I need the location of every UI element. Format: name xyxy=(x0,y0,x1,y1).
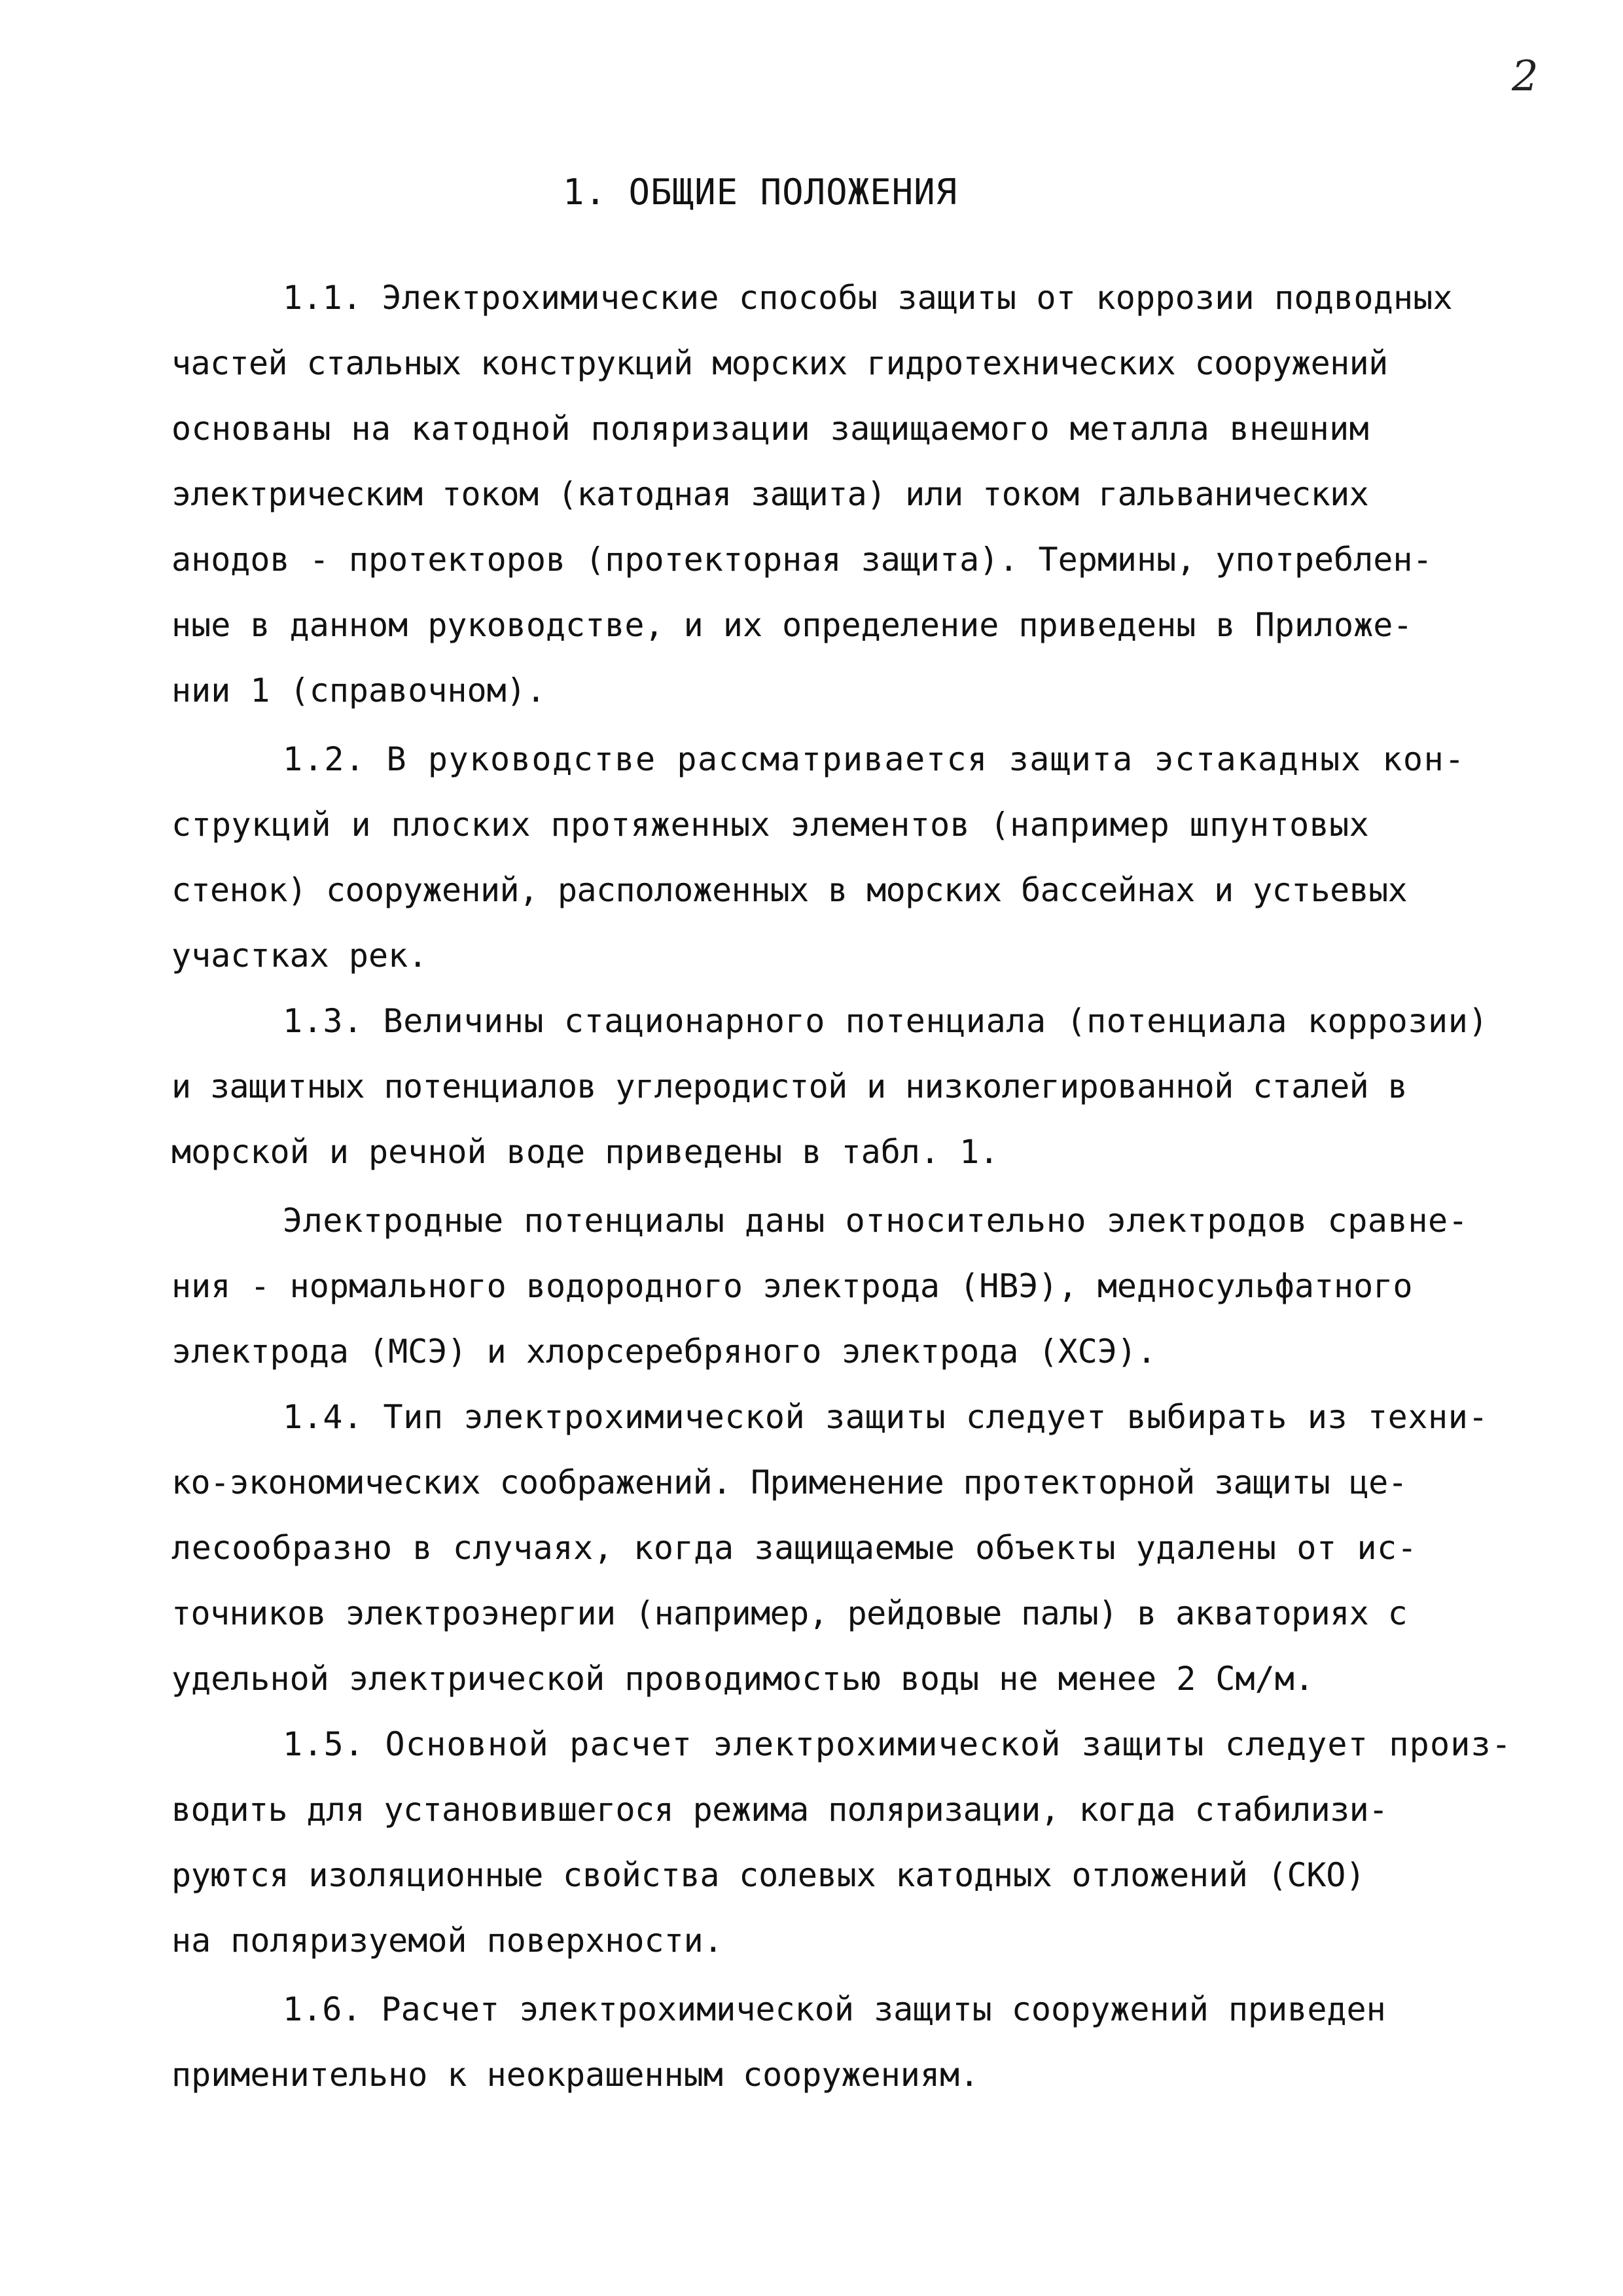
paragraph-line: электрода (МСЭ) и хлорсеребряного электрода (ХСЭ). xyxy=(171,1333,1157,1371)
paragraph-line: стенок) сооружений, расположенных в морских бассейнах и устьевых xyxy=(171,871,1408,909)
paragraph-line: нии 1 (справочном). xyxy=(171,672,546,709)
paragraph-line: анодов - протекторов (протекторная защита). Термины, употреблен- xyxy=(171,541,1433,579)
paragraph-line: 1.2. В руководстве рассматривается защита эстакадных кон- xyxy=(283,740,1466,778)
paragraph-line: водить для установившегося режима поляризации, когда стабилизи- xyxy=(171,1791,1388,1829)
paragraph-line: удельной электрической проводимостью воды не менее 2 См/м. xyxy=(171,1660,1314,1698)
paragraph-line: и защитных потенциалов углеродистой и низколегированной сталей в xyxy=(171,1067,1408,1105)
paragraph-line: точников электроэнергии (например, рейдовые палы) в акваториях с xyxy=(171,1594,1408,1632)
paragraph-line: 1.5. Основной расчет электрохимической защиты следует произ- xyxy=(283,1725,1512,1763)
section-heading: 1. ОБЩИЕ ПОЛОЖЕНИЯ xyxy=(563,171,958,213)
paragraph-line: ния - нормального водородного электрода (НВЭ), медносульфатного xyxy=(171,1267,1413,1305)
paragraph-line: морской и речной воде приведены в табл. 1. xyxy=(171,1133,999,1171)
paragraph-line: ные в данном руководстве, и их определение приведены в Приложе- xyxy=(171,606,1413,644)
paragraph-line: электрическим током (катодная защита) или током гальванических xyxy=(171,475,1369,513)
paragraph-line: лесообразно в случаях, когда защищаемые объекты удалены от ис- xyxy=(171,1529,1418,1567)
paragraph-line: частей стальных конструкций морских гидротехнических сооружений xyxy=(171,344,1388,382)
paragraph-line: основаны на катодной поляризации защищаемого металла внешним xyxy=(171,410,1370,448)
paragraph-line: 1.6. Расчет электрохимической защиты сооружений приведен xyxy=(283,1990,1386,2028)
paragraph-line: участках рек. xyxy=(171,937,428,975)
paragraph-line: струкций и плоских протяженных элементов (например шпунтовых xyxy=(171,806,1370,844)
paragraph-line: 1.1. Электрохимические способы защиты от коррозии подводных xyxy=(283,279,1453,317)
page-number: 2 xyxy=(1512,52,1539,101)
paragraph-line: применительно к неокрашенным сооружениям. xyxy=(171,2056,980,2094)
paragraph-line: 1.3. Величины стационарного потенциала (потенциала коррозии) xyxy=(283,1002,1489,1040)
paragraph-line: руются изоляционные свойства солевых катодных отложений (СКО) xyxy=(171,1856,1366,1894)
paragraph-line: на поляризуемой поверхности. xyxy=(171,1922,723,1960)
paragraph-line: 1.4. Тип электрохимической защиты следует выбирать из техни- xyxy=(283,1398,1489,1436)
paragraph-line: ко-экономических соображений. Применение протекторной защиты це- xyxy=(171,1463,1408,1501)
paragraph-line: Электродные потенциалы даны относительно электродов сравне- xyxy=(283,1202,1469,1240)
